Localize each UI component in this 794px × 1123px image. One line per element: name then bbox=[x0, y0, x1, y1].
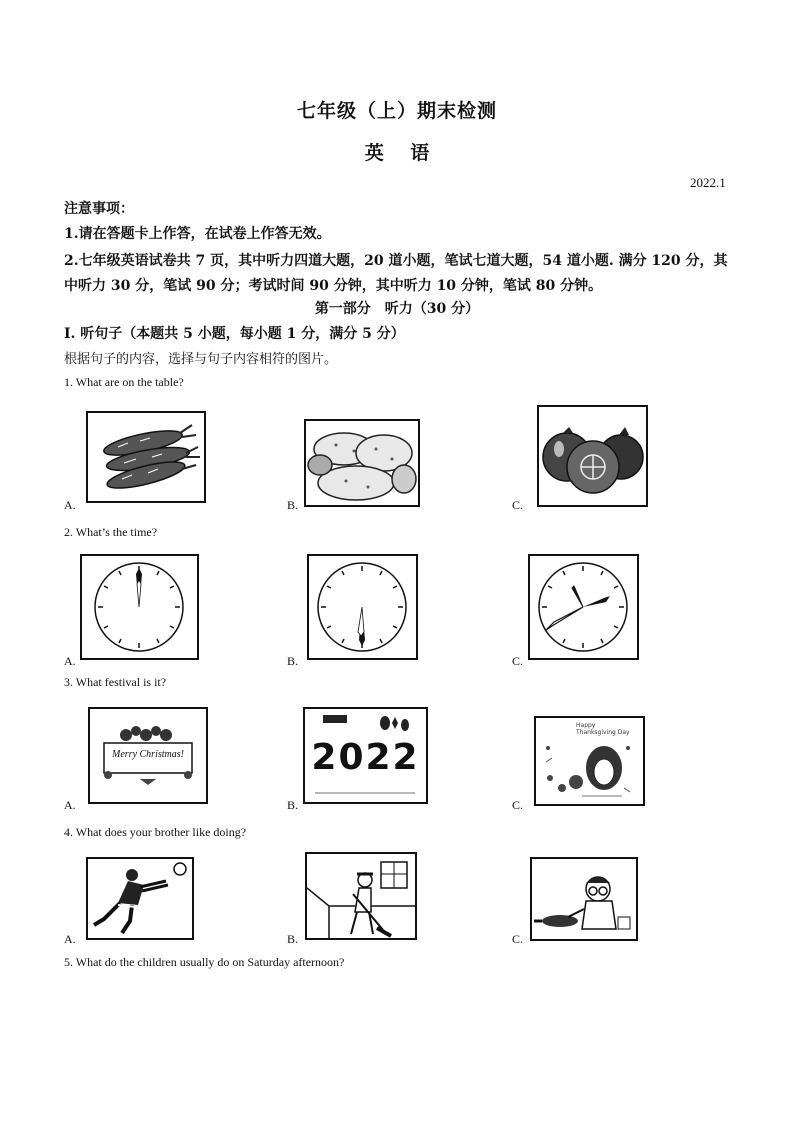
q1-option-b-label: B. bbox=[287, 498, 299, 512]
thanksgiving-line-1: Happy bbox=[576, 722, 596, 729]
q1-option-a-label: A. bbox=[64, 498, 76, 512]
thanksgiving-card[interactable] bbox=[534, 716, 645, 806]
exam-title: 七年级（上）期末检测 bbox=[296, 100, 497, 122]
question-4: 4. What does your brother like doing? bbox=[64, 825, 247, 839]
notes-item-1: 1.请在答题卡上作答，在试卷上作答无效。 bbox=[64, 226, 331, 242]
question-5: 5. What do the children usually do on Saturday afternoon? bbox=[64, 955, 345, 969]
subject-title: 英 语 bbox=[364, 142, 440, 164]
new-year-card[interactable] bbox=[303, 707, 428, 804]
question-1: 1. What are on the table? bbox=[64, 375, 184, 389]
christmas-card[interactable] bbox=[88, 707, 208, 804]
clock-six-thirty[interactable] bbox=[307, 554, 418, 660]
q2-option-b-label: B. bbox=[287, 654, 299, 668]
exam-date: 2022.1 bbox=[690, 175, 726, 190]
q4-option-b-label: B. bbox=[287, 932, 299, 946]
volleyball-picture[interactable] bbox=[86, 857, 194, 940]
q1-option-c-label: C. bbox=[512, 498, 524, 512]
clock-two-forty[interactable] bbox=[528, 554, 639, 660]
question-2: 2. What’s the time? bbox=[64, 525, 158, 539]
notes-item-2: 2.七年级英语试卷共 7 页，其中听力四道大题，20 道小题，笔试七道大题，54 道小题. 满分 120 分，其中听力 30 分，笔试 90 分；考试时间 90 分钟，其中听力 10 分钟，笔试 80 分钟。 bbox=[64, 253, 728, 294]
q4-option-c-label: C. bbox=[512, 932, 524, 946]
section-one-title: I. 听句子（本题共 5 小题，每小题 1 分，满分 5 分） bbox=[64, 326, 405, 342]
thanksgiving-line-2: Thanksgiving Day bbox=[576, 729, 630, 736]
new-year-number: 2022 bbox=[311, 737, 420, 778]
q3-option-a-label: A. bbox=[64, 798, 76, 812]
carrots-picture[interactable] bbox=[86, 411, 206, 503]
potatoes-picture[interactable] bbox=[304, 419, 420, 507]
part-one-title: 第一部分 听力（30 分） bbox=[314, 301, 480, 317]
notes-heading: 注意事项： bbox=[64, 201, 134, 217]
question-3: 3. What festival is it? bbox=[64, 675, 167, 689]
tomatoes-picture[interactable] bbox=[537, 405, 648, 507]
christmas-card-text: Merry Christmas! bbox=[112, 749, 184, 760]
cooking-picture[interactable] bbox=[530, 857, 638, 941]
q3-option-c-label: C. bbox=[512, 798, 524, 812]
q3-option-b-label: B. bbox=[287, 798, 299, 812]
clock-twelve[interactable] bbox=[80, 554, 199, 660]
sweeping-picture[interactable] bbox=[305, 852, 417, 940]
q2-option-c-label: C. bbox=[512, 654, 524, 668]
q4-option-a-label: A. bbox=[64, 932, 76, 946]
q2-option-a-label: A. bbox=[64, 654, 76, 668]
section-instruction: 根据句子的内容，选择与句子内容相符的图片。 bbox=[64, 352, 338, 367]
